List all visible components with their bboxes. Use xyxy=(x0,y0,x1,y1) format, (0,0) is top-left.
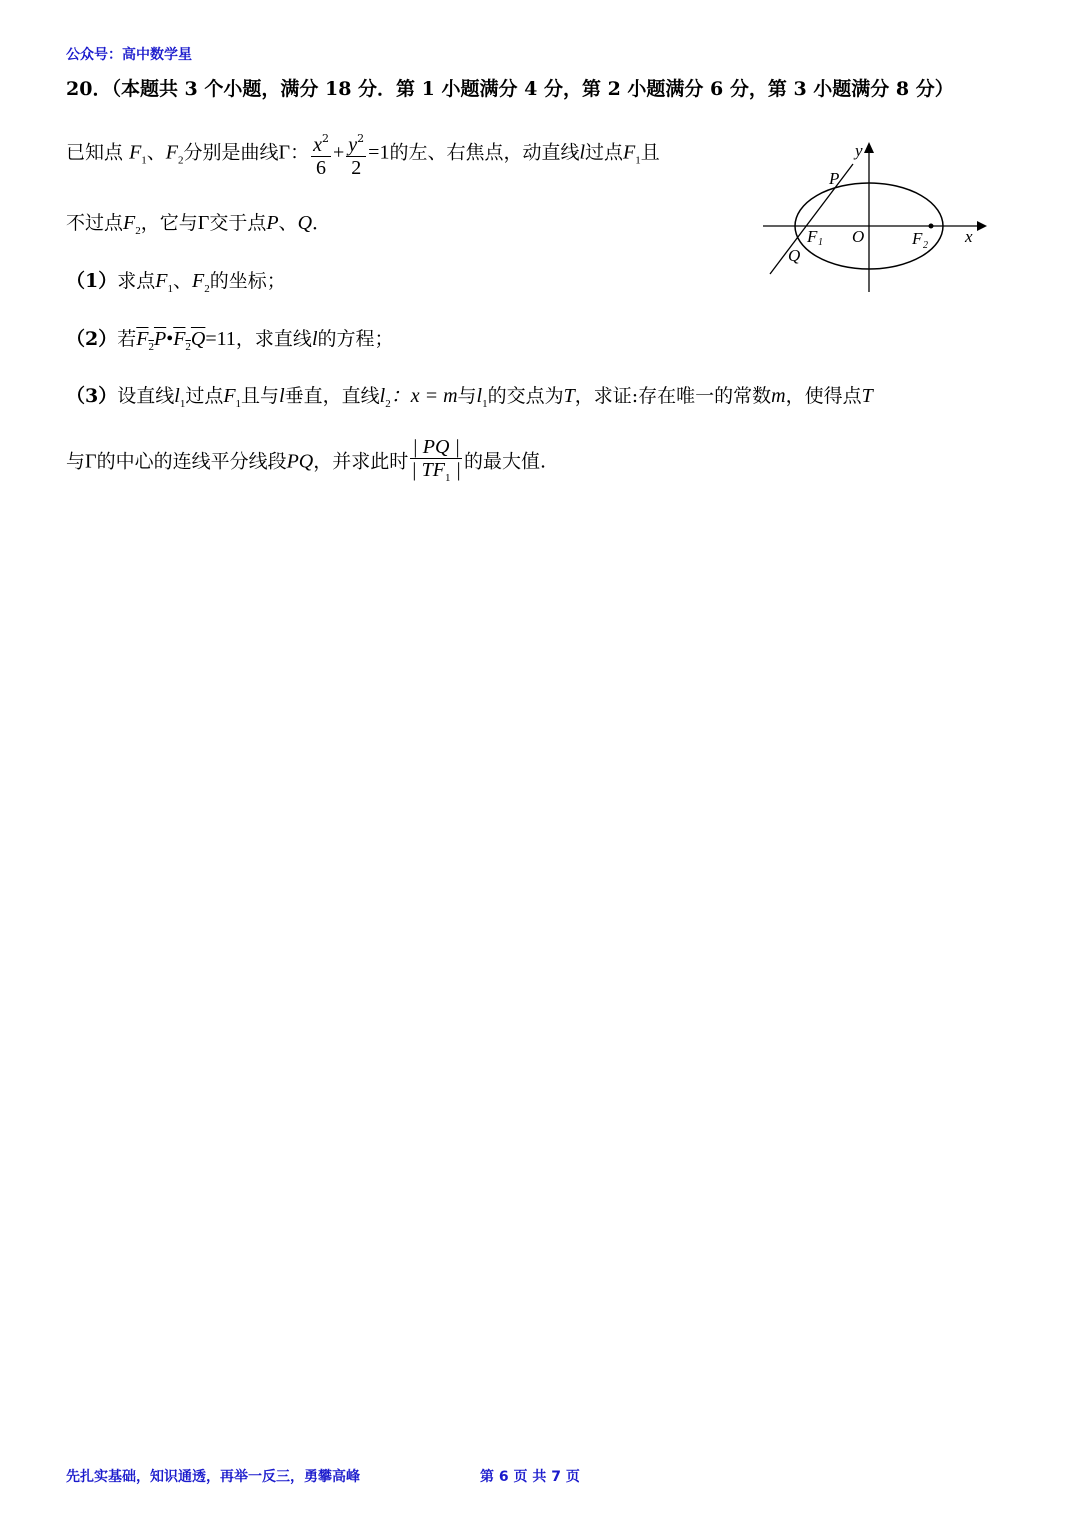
header-note: 公众号：高中数学星 xyxy=(66,47,192,63)
fraction-pq-over-tf1: $\frac{| PQ |}{| TF_1 |}$ xyxy=(411,436,462,484)
label-x: x xyxy=(965,227,973,246)
label-f1-sub: 1 xyxy=(818,237,823,248)
label-q: Q xyxy=(788,246,801,265)
part-3-line-1: （3）设直线$l_1$过点$F_1$且与l垂直，直线$l_2$：x = m与$l_1$的交点为T，求证:存在唯一的常数m，使得点T xyxy=(66,385,873,410)
label-y: y xyxy=(855,141,863,160)
question-title: 20．（本题共 3 个小题，满分 18 分．第 1 小题满分 4 分，第 2 小题满分 6 分，第 3 小题满分 8 分） xyxy=(66,78,954,100)
part-1: （1）求点$F_1$、$F_2$的坐标； xyxy=(66,270,286,295)
footer-page-number: 第 6 页 共 7 页 xyxy=(480,1469,580,1485)
footer-motto: 先扎实基础，知识通透，再举一反三，勇攀高峰 xyxy=(66,1469,360,1485)
ellipse-figure xyxy=(755,138,990,296)
label-o: O xyxy=(852,227,865,246)
focus-f2-point xyxy=(929,224,934,229)
part-3-line-2: 与Γ的中心的连线平分线段PQ，并求此时 $\frac{| PQ |}{| TF_1 |}$ 的最大值. xyxy=(66,436,546,489)
label-f2-sub: 2 xyxy=(923,240,928,251)
label-f1: F xyxy=(807,227,818,246)
line-l xyxy=(770,164,853,274)
question-stem-line-1: 已知点 $F_1$、$F_2$分别是曲线Γ： $\frac{x^2}{6}$ + $\frac{y^2}{2}$ =1的左、右焦点，动直线l过点$F_1$且 xyxy=(66,128,660,179)
question-stem-line-2: 不过点$F_2$，它与Γ交于点P、Q． xyxy=(66,212,332,237)
x-axis-arrow-icon xyxy=(977,221,987,231)
part-2: （2）若$F_2P•F_2Q=11$，求直线l的方程； xyxy=(66,328,394,353)
label-f2: F xyxy=(912,229,923,248)
y-axis-arrow-icon xyxy=(864,142,874,153)
label-p: P xyxy=(829,169,840,188)
fraction-x2-over-6: $\frac{x^2}{6}$ xyxy=(311,128,331,179)
fraction-y2-over-2: $\frac{y^2}{2}$ xyxy=(346,128,366,179)
